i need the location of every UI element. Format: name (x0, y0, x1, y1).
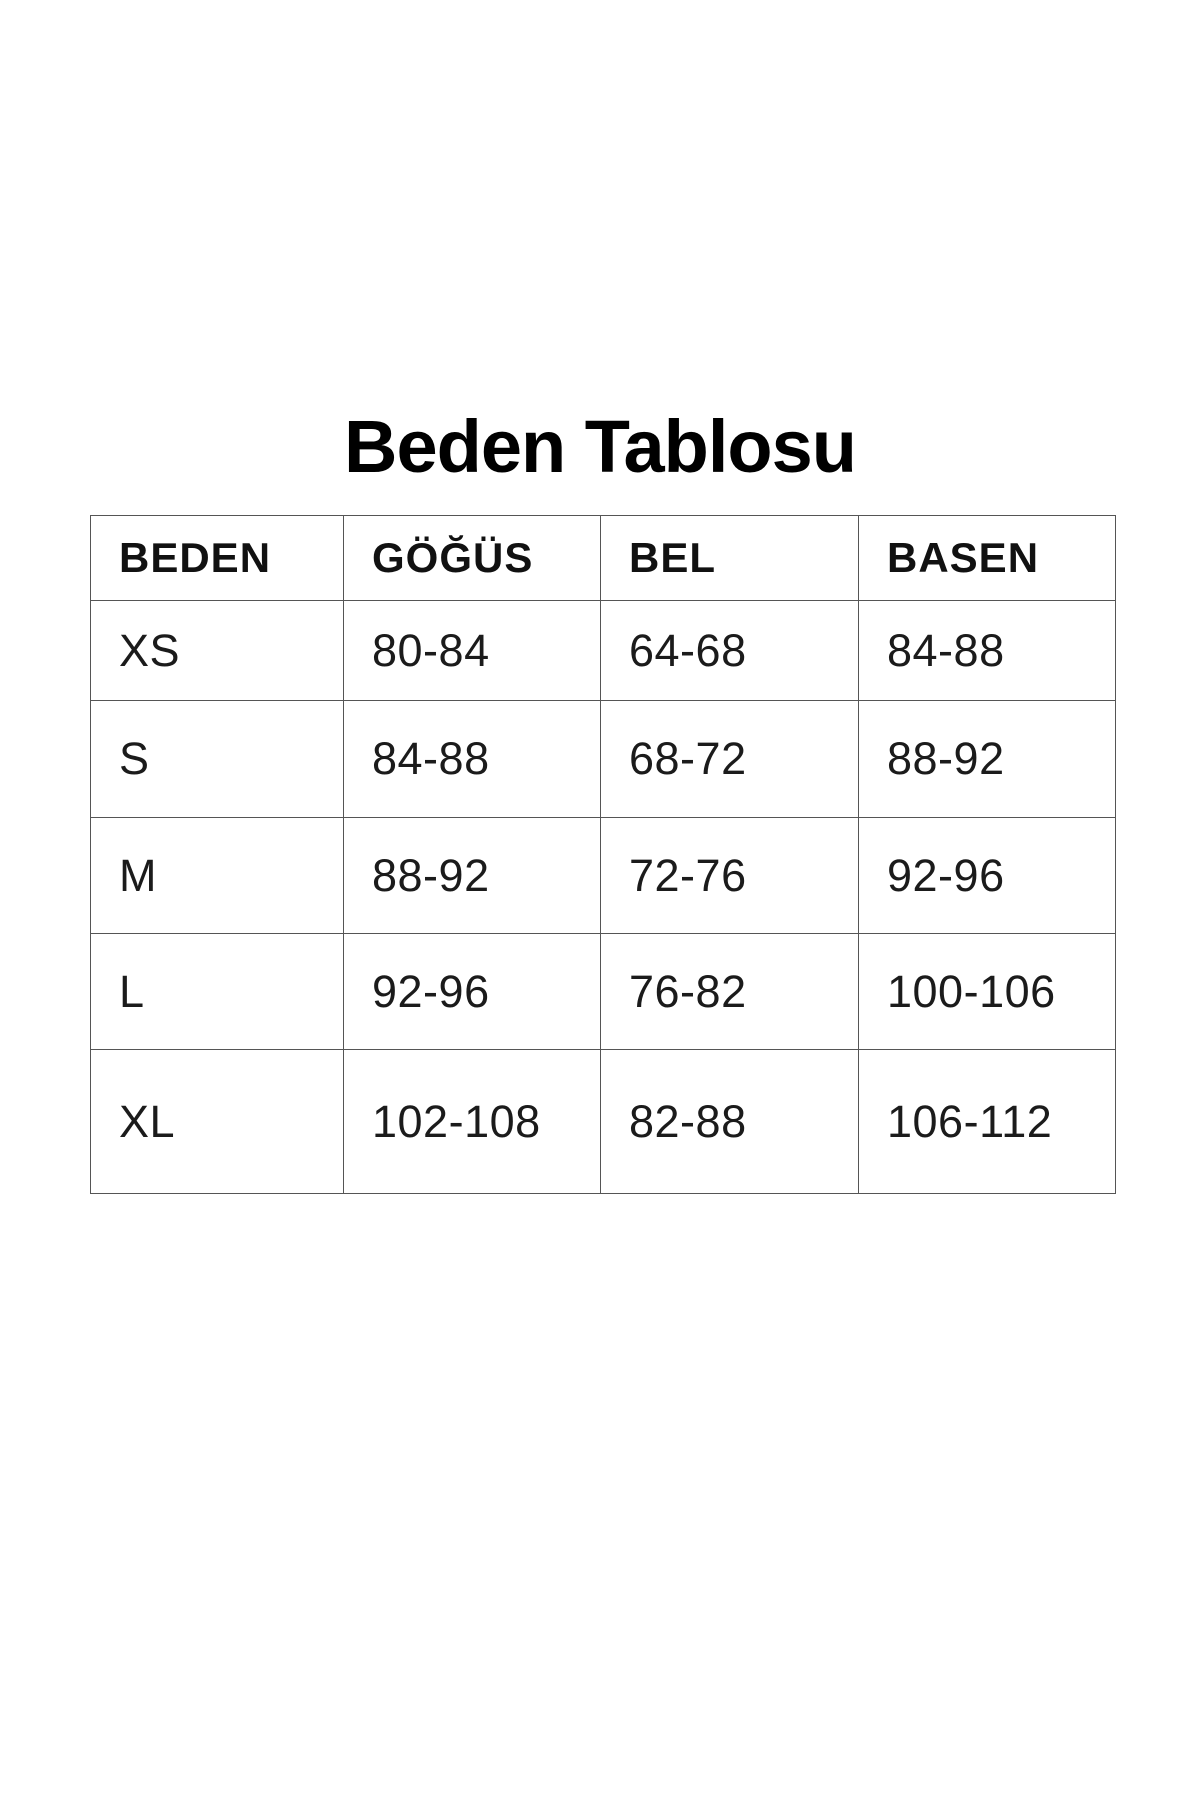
header-row (91, 516, 1116, 601)
table-row (91, 934, 1116, 1050)
cell-gogus-range: 102-108 (344, 1050, 601, 1194)
table-row (91, 1050, 1116, 1194)
cell-basen-range: 106-112 (859, 1050, 1116, 1194)
cell-bel-range: 76-82 (601, 934, 859, 1050)
cell-basen-range: 84-88 (859, 601, 1116, 701)
table-row (91, 701, 1116, 818)
cell-gogus-range: 88-92 (344, 818, 601, 934)
cell-basen-range: 100-106 (859, 934, 1116, 1050)
column-header-bel: BEL (601, 516, 859, 601)
cell-basen-range: 92-96 (859, 818, 1116, 934)
cell-size: M (91, 818, 344, 934)
column-header-basen: BASEN (859, 516, 1116, 601)
cell-bel-range: 82-88 (601, 1050, 859, 1194)
cell-gogus-range: 80-84 (344, 601, 601, 701)
cell-basen-range: 88-92 (859, 701, 1116, 818)
cell-size: L (91, 934, 344, 1050)
table-row (91, 818, 1116, 934)
cell-size: XL (91, 1050, 344, 1194)
cell-bel-range: 72-76 (601, 818, 859, 934)
page-title: Beden Tablosu (344, 405, 856, 488)
cell-bel-range: 64-68 (601, 601, 859, 701)
cell-size: XS (91, 601, 344, 701)
cell-gogus-range: 84-88 (344, 701, 601, 818)
column-header-gogus: GÖĞÜS (344, 516, 601, 601)
cell-size: S (91, 701, 344, 818)
table-row (91, 601, 1116, 701)
cell-bel-range: 68-72 (601, 701, 859, 818)
size-table (90, 515, 1116, 1194)
cell-gogus-range: 92-96 (344, 934, 601, 1050)
column-header-beden: BEDEN (91, 516, 344, 601)
